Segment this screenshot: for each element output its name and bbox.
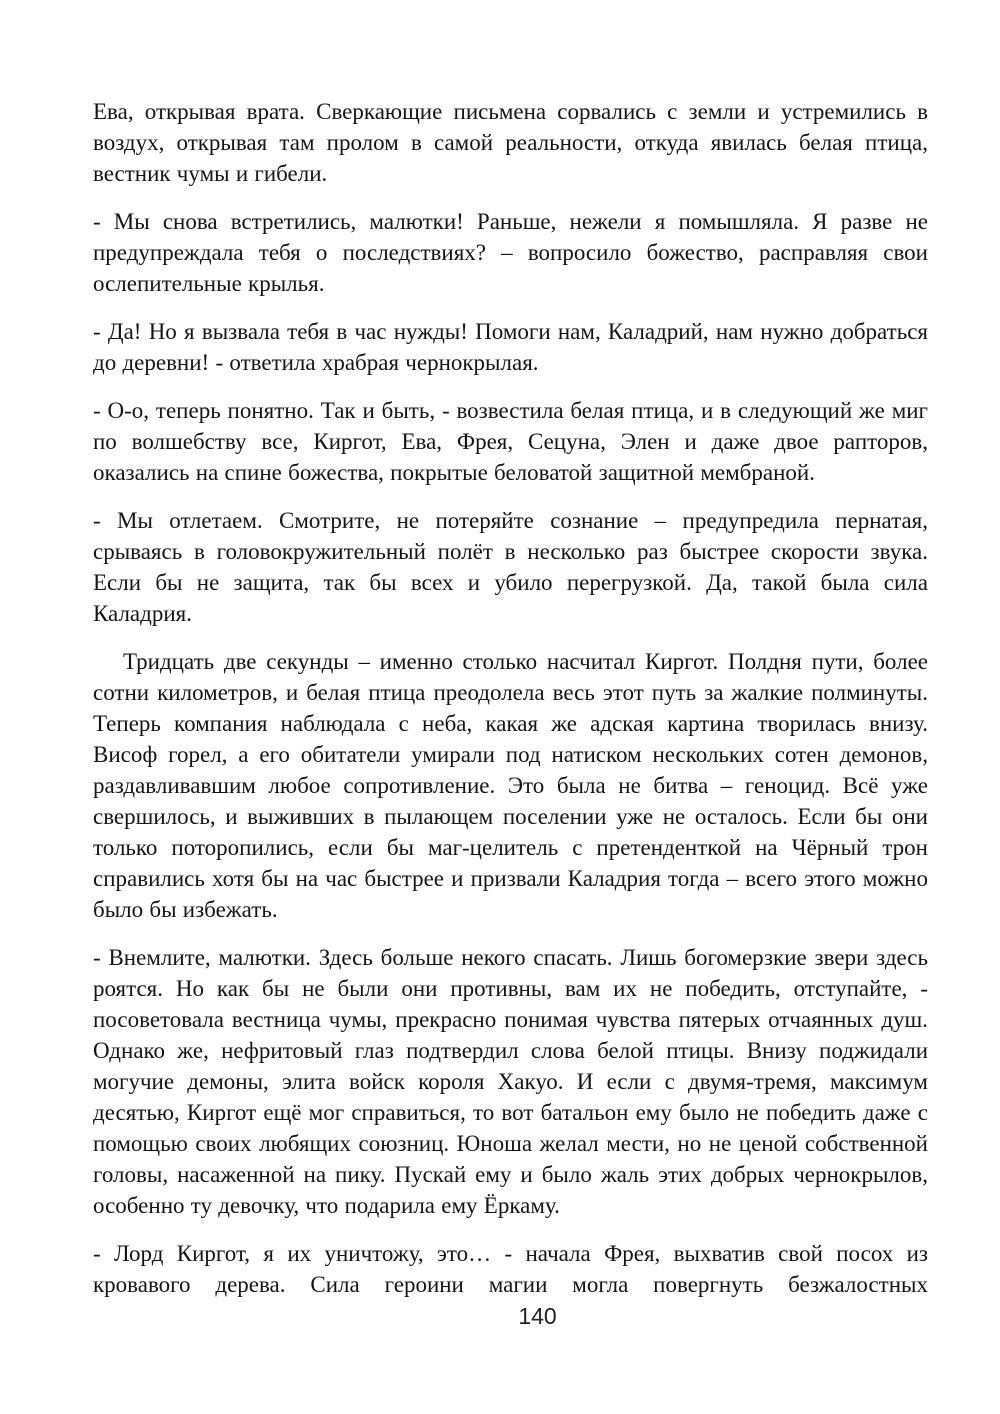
paragraph-dialogue: - Да! Но я вызвала тебя в час нужды! Помоги нам, Каладрий, нам нужно добраться до деревни! - ответила храбрая чернокрылая. xyxy=(93,319,928,375)
paragraph-dialogue: - Мы отлетаем. Смотрите, не потеряйте сознание – предупредила пернатая, срываясь в головокружительный полёт в несколько раз быстрее скорости звука. Если бы не защита, так бы всех и убило перегрузкой. Да, такой была сила Каладрия. xyxy=(93,508,928,626)
paragraph-dialogue: - Мы снова встретились, малютки! Раньше, нежели я помышляла. Я разве не предупреждала тебя о последствиях? – вопросило божество, расправляя свои ослепительные крылья. xyxy=(93,209,928,296)
paragraph-narrative: Тридцать две секунды – именно столько насчитал Киргот. Полдня пути, более сотни километров, и белая птица преодолела весь этот путь за жалкие полминуты. Теперь компания наблюдала с неба, какая же адская картина творилась внизу. Висоф горел, а его обитатели умирали под натиском нескольких сотен демонов, раздавливавшим любое сопротивление. Это была не битва – геноцид. Всё уже свершилось, и выживших в пылающем поселении уже не осталось. Если бы они только поторопились, если бы маг-целитель с претенденткой на Чёрный трон справились хотя бы на час быстрее и призвали Каладрия тогда – всего этого можно было бы избежать. xyxy=(93,649,928,922)
paragraph-dialogue: - Внемлите, малютки. Здесь больше некого спасать. Лишь богомерзкие звери здесь роятся. Но как бы не были они противны, вам их не победить, отступайте, - посоветовала вестница чумы, прекрасно понимая чувства пятерых отчаянных душ. Однако же, нефритовый глаз подтвердил слова белой птицы. Внизу поджидали могучие демоны, элита войск короля Хакуо. И если с двумя-тремя, максимум десятью, Киргот ещё мог справиться, то вот батальон ему было не победить даже с помощью своих любящих союзниц. Юноша желал мести, но не ценой собственной головы, насаженной на пику. Пускай ему и было жаль этих добрых чернокрылов, особенно ту девочку, что подарила ему Ёркаму. xyxy=(93,945,928,1218)
paragraph-continuation: Ева, открывая врата. Сверкающие письмена сорвались с земли и устремились в воздух, открывая там пролом в самой реальности, откуда явилась белая птица, вестник чумы и гибели. xyxy=(93,99,928,186)
paragraph-dialogue: - О-о, теперь понятно. Так и быть, - возвестила белая птица, и в следующий же миг по волшебству все, Киргот, Ева, Фрея, Сецуна, Элен и даже двое рапторов, оказались на спине божества, покрытые беловатой защитной мембраной. xyxy=(93,398,928,485)
page-number: 140 xyxy=(518,1303,557,1329)
page-body-text xyxy=(93,96,928,1300)
paragraph-dialogue-continued-next-page: - Лорд Киргот, я их уничтожу, это… - начала Фрея, выхватив свой посох из кровавого дерева. Сила героини магии могла повергнуть безжалостных xyxy=(93,1241,928,1297)
